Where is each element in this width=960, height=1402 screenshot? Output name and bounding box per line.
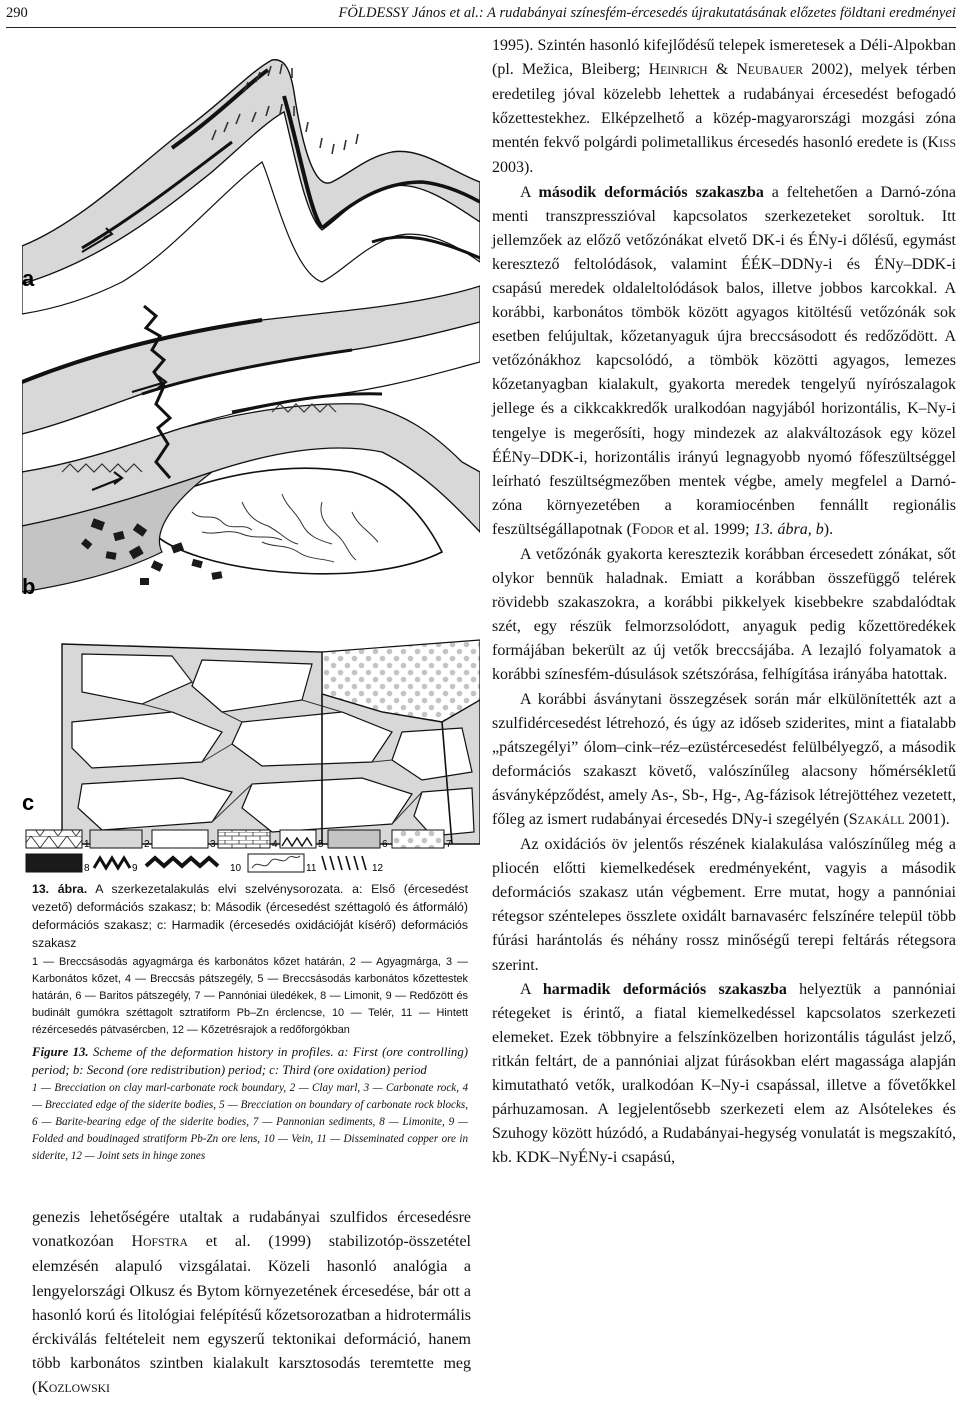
legend-item-1: [26, 830, 90, 850]
left-column: [32, 1206, 471, 1402]
legend-item-11: [248, 854, 317, 874]
legend-item-8: [26, 854, 90, 874]
legend-number-11: 11: [306, 863, 317, 874]
term-second-deformation: második deformációs szakaszba: [538, 183, 764, 201]
author-kiss: KISS: [927, 134, 956, 152]
panel-label-a: a: [22, 266, 35, 291]
author-neubauer: NEUBAUER: [736, 61, 804, 79]
caption-en-label: Figure 13.: [32, 1045, 89, 1059]
panel-a-limb-upper: [22, 60, 480, 284]
figure-reference: 13. ábra, b: [753, 520, 824, 538]
caption-hu-legend: 1 — Breccsásodás agyagmárga és karbonátos kőzet határán, 2 — Agyagmárga, 3 — Karbonátos kőzet, 4 — Breccsás pátszegély, 5 — Breccsásodás karbonátos kőzettestek határán, 6 — Baritos pátszegély, 7 — Pannóniai üledékek, 8 — Limonit, 9 — Redőzött és budinált gumókra széttagolt sztratiform Pb–Zn érclencse, 10 — Telér, 11 — Hintett rézércesedés pátvasércben, 12 — Kőzetrésrajok a redőforgókban: [32, 956, 468, 1036]
page-number: 290: [6, 5, 28, 21]
figure-13: [22, 32, 480, 882]
legend-item-7: [392, 830, 452, 850]
legend-number-3: 3: [210, 839, 216, 850]
running-header: [6, 2, 956, 26]
right-column: [492, 34, 956, 1170]
author-heinrich: HEINRICH: [648, 61, 708, 79]
caption-hu-text: A szerkezetalakulás elvi szelvénysorozata. a: Első (ércesedést vezető) deformációs szakasz; b: Második (ércesedést széttagoló és átformáló) deformációs szakasz; c: Harmadik (ércesedés oxidációját kísérő) deformációs szakasz: [32, 882, 468, 950]
right-paragraph-4: A korábbi ásványtani összegzések során már elkülönítették azt a szulfidércesedést létrehozó, és úgy az időseb sziderites, mint a fiatalabb „pátszegélyi” ólom–cink–réz–ezüstércesedést felülbélyegző, a második deformációs szakaszt követő, valószínűleg alacsony hőmérsékletű ásványképződést, amely As-, Sb-, Hg-, Ag-fázisok létrejöttéhez vezetett, főleg az ismert rudabányai ércesedés DNy-i szegélyén (SZAKÁLL 2001).: [492, 690, 956, 828]
legend-item-9: [94, 858, 138, 874]
term-third-deformation: harmadik deformációs szakaszba: [542, 980, 787, 998]
caption-english: [32, 1043, 468, 1079]
right-paragraph-5: Az oxidációs öv jelentős részének kialakulása valószínűleg még a pliocén előtti kiemelkedések eredményeként, vagyis a második deformációs szakasz után végbement. Erre mutat, hogy a pannóniai rétegsor széntelepes összlete oxidált barnavasérc felszínére települ több fúrási harántolás és néhány rossz minőségű terepi feltárás rétegsora szerint.: [492, 836, 956, 974]
legend-number-1: 1: [84, 839, 90, 850]
legend-number-5: 5: [318, 839, 324, 850]
right-paragraph-3: A vetőzónák gyakorta keresztezik korábban ércesedett zónákat, sőt olykor bennük haladnak. Emiatt a korábban összefüggő telérek rövidebb szakaszokra, a korábbi pikkelyek kisebbekre szabdalódtak szét, egy részük felmorzsolódott, anyaguk pedig kőzettöredékek formájában bekerült az új vetők breccsájába. A lezajló folyamatok a korábbi színesfém-dúsulások szétszórása, felhígítása irányába hatottak.: [492, 545, 956, 684]
caption-hungarian: [32, 880, 468, 952]
panel-a: [22, 60, 480, 314]
legend-number-10: 10: [230, 863, 242, 874]
panel-c: [22, 640, 480, 844]
right-paragraph-6: A harmadik deformációs szakaszba helyeztük a pannóniai rétegeket is érintő, a fiatal kiemelkedéssel kapcsolatos szerkezeti elemeket. Ezek többnyire a felszínközelben horizontális tágulást jelző, ritkán feltárt, de a pannóniai aljzat fúrásokban elért magassága alapján kimutatható vetők, uralkodóan K–Ny-i csapással, illetve a fővetőkkel párhuzamosan. A legjelentősebb szerkezeti elem az Alsótelekes és Szuhogy között húzódó, a Rudabányai-hegység vonulatát is megszakító, kb. KDK–NyÉNy-i csapású,: [492, 980, 957, 1167]
legend-number-6: 6: [382, 839, 388, 850]
panel-label-b: b: [22, 574, 36, 599]
figure-13-drawing: [22, 32, 480, 882]
right-paragraph-1: 1995). Szintén hasonló kifejlődésű telepek ismeretesek a Déli-Alpokban (pl. Mežica, Bleiberg; HEINRICH & NEUBAUER 2002), melyek térben eredetileg jóval közelebb lehettek a rudabányai ércesedést befogadó kőzettestekhez. Elképzelhető a közép-magyarországi mozgási zóna mentén fekvő polgárdi polimetallikus ércesedés hasonló eredete is (KISS 2003).: [492, 37, 956, 177]
author-kozlowski: KOZLOWSKI: [37, 1379, 110, 1397]
legend-number-4: 4: [272, 839, 278, 850]
caption-en-text: Scheme of the deformation history in profiles. a: First (ore controlling) period; b: Second (ore redistribution) period; c: Third (ore oxidation) period: [32, 1045, 468, 1077]
legend-item-3: [152, 830, 216, 850]
legend-number-12: 12: [372, 863, 384, 874]
author-fodor: FODOR: [631, 520, 674, 538]
author-hofstra: HOFSTRA: [131, 1233, 188, 1251]
legend-number-2: 2: [144, 839, 150, 850]
left-paragraph-1: genezis lehetőségére utaltak a rudabányai szulfidos ércesedésre vonatkozóan HOFSTRA et al. (1999) stabilizotóp-összetétel elemzésén alapuló vizsgálatai. Közeli hasonló analógia a lengyelországi Olkusz és Bytom környezetének ércesedése, bár ott a hasonló korú és litológiai felépítésű kőzetsorozatban a hidrotermális érckiválás feltételeit nem egyszerű tektonikai deformáció, hanem több karbonátos szintben kialakult karsztosodás teremtette meg (KOZLOWSKI: [32, 1209, 472, 1397]
legend-number-7: 7: [446, 839, 452, 850]
legend-number-9: 9: [132, 863, 138, 874]
legend-number-8: 8: [84, 863, 90, 874]
header-rule: [6, 27, 956, 28]
legend-item-12: [322, 856, 384, 874]
right-paragraph-2: A második deformációs szakaszba a feltehetően a Darnó-zóna menti transzpresszióval kapcsolatos szerkezeteket soroltuk. Itt jellemzőek az előző vetőzónákat elvető DK-i és ÉNy-i dőlésű, egymást keresztező feltolódások, valamint ÉÉK–DDNy-i és ÉNy–DDK-i csapású meredek oldaleltolódások balos, illetve jobbos karcokkal. A korábbi, karbonátos tömbök között agyagos kitöltésű vetőzónák sok esetben felújultak, kőzetanyaguk újra breccsásodott és redőződött. A vetőzónákhoz kapcsolódó, a tömbök közötti agyagos, lemezes kőzetanyagban kialakult, gyakorta meredek tengelyű nyírószalagok jellege és a cikkcakkredők uralkodóan nagyjából horizontális, K–Ny-i tengelye is megerősíti, hogy mindezek az alakváltozások egy közel ÉÉNy–DDK-i, horizontális irányú legnagyobb nyomó főfeszültséggel leírható feszültségmezőben mentek végbe, amely megfelel a Darnó-zóna környezetében a koramiocénben fennállt regionális feszültségállapotnak (FODOR et al. 1999; 13. ábra, b).: [492, 183, 957, 538]
caption-hu-label: 13. ábra.: [32, 882, 88, 896]
figure-caption: [32, 880, 468, 1165]
running-title: FÖLDESSY János et al.: A rudabányai színesfém-ércesedés újrakutatásának előzetes földtani eredményei: [338, 5, 956, 21]
legend-item-10: [146, 858, 242, 874]
panel-b: [22, 286, 480, 599]
caption-en-legend: 1 — Brecciation on clay marl-carbonate rock boundary, 2 — Clay marl, 3 — Carbonate rock, 4 — Brecciated edge of the siderite bodies, 5 — Brecciation on boundary of carbonate rock blocks, 6 — Barite-bearing edge of the siderite bodies, 7 — Pannonian sediments, 8 — Limonite, 9 — Folded and boudinaged stratiform Pb-Zn ore lens, 10 — Vein, 11 — Disseminated copper ore in siderite, 12 — Joint sets in hinge zones: [32, 1082, 468, 1162]
legend-item-4: [218, 830, 278, 850]
legend-item-6: [328, 830, 388, 850]
panel-label-c: c: [22, 790, 35, 815]
legend-item-2: [90, 830, 150, 850]
author-szakall: SZAKÁLL: [848, 811, 905, 828]
